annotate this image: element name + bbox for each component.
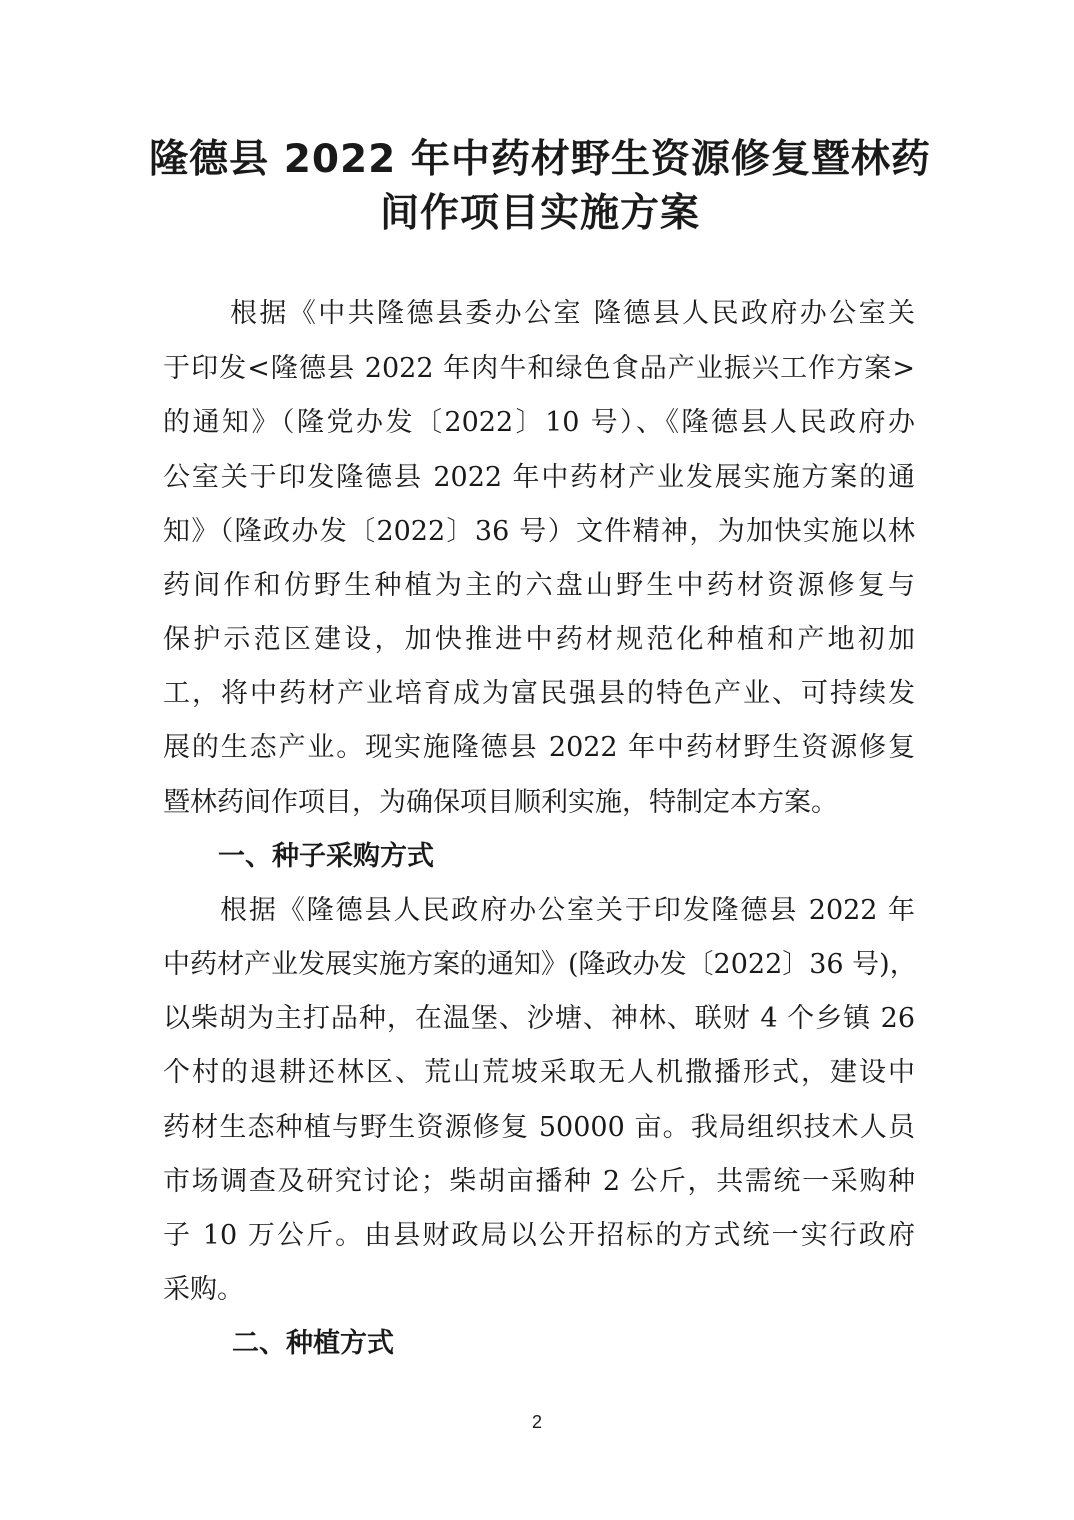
document-title-line-2: 间作项目实施方案 <box>379 191 700 236</box>
section1-line: 子 10 万公斤。由县财政局以公开招标的方式统一实行政府 <box>163 1220 915 1251</box>
intro-line: 暨林药间作项目，为确保项目顺利实施，特制定本方案。 <box>163 787 838 818</box>
section1-line: 市场调查及研究讨论；柴胡亩播种 2 公斤，共需统一采购种 <box>163 1166 915 1197</box>
section1-line: 中药材产业发展实施方案的通知》(隆政办发〔2022〕36 号)， <box>163 949 917 980</box>
intro-line: 药间作和仿野生种植为主的六盘山野生中药材资源修复与 <box>163 570 915 601</box>
intro-line: 的通知》（隆党办发〔2022〕10 号）、《隆德县人民政府办 <box>163 407 915 438</box>
intro-line: 公室关于印发隆德县 2022 年中药材产业发展实施方案的通 <box>163 462 915 493</box>
section-heading-planting-method: 二、种植方式 <box>232 1328 394 1359</box>
section1-line: 采购。 <box>163 1274 244 1305</box>
intro-line: 工，将中药材产业培育成为富民强县的特色产业、可持续发 <box>163 678 915 709</box>
document-title-line-1: 隆德县 2022 年中药材野生资源修复暨林药 <box>149 137 931 182</box>
section1-line: 药材生态种植与野生资源修复 50000 亩。我局组织技术人员 <box>163 1112 915 1143</box>
intro-line: 知》（隆政办发〔2022〕36 号）文件精神，为加快实施以林 <box>163 516 915 547</box>
page-number: 2 <box>531 1412 542 1432</box>
section1-line: 以柴胡为主打品种，在温堡、沙塘、神林、联财 4 个乡镇 26 <box>163 1003 915 1034</box>
section1-line: 个村的退耕还林区、荒山荒坡采取无人机撒播形式，建设中 <box>163 1057 915 1088</box>
section1-line: 根据《隆德县人民政府办公室关于印发隆德县 2022 年 <box>220 895 915 926</box>
intro-line: 于印发<隆德县 2022 年肉牛和绿色食品产业振兴工作方案> <box>163 353 915 384</box>
intro-line: 展的生态产业。现实施隆德县 2022 年中药材野生资源修复 <box>163 732 915 763</box>
intro-line: 保护示范区建设，加快推进中药材规范化种植和产地初加 <box>163 624 915 655</box>
intro-line: 根据《中共隆德县委办公室 隆德县人民政府办公室关 <box>230 298 915 329</box>
section-heading-seed-procurement: 一、种子采购方式 <box>218 841 434 872</box>
